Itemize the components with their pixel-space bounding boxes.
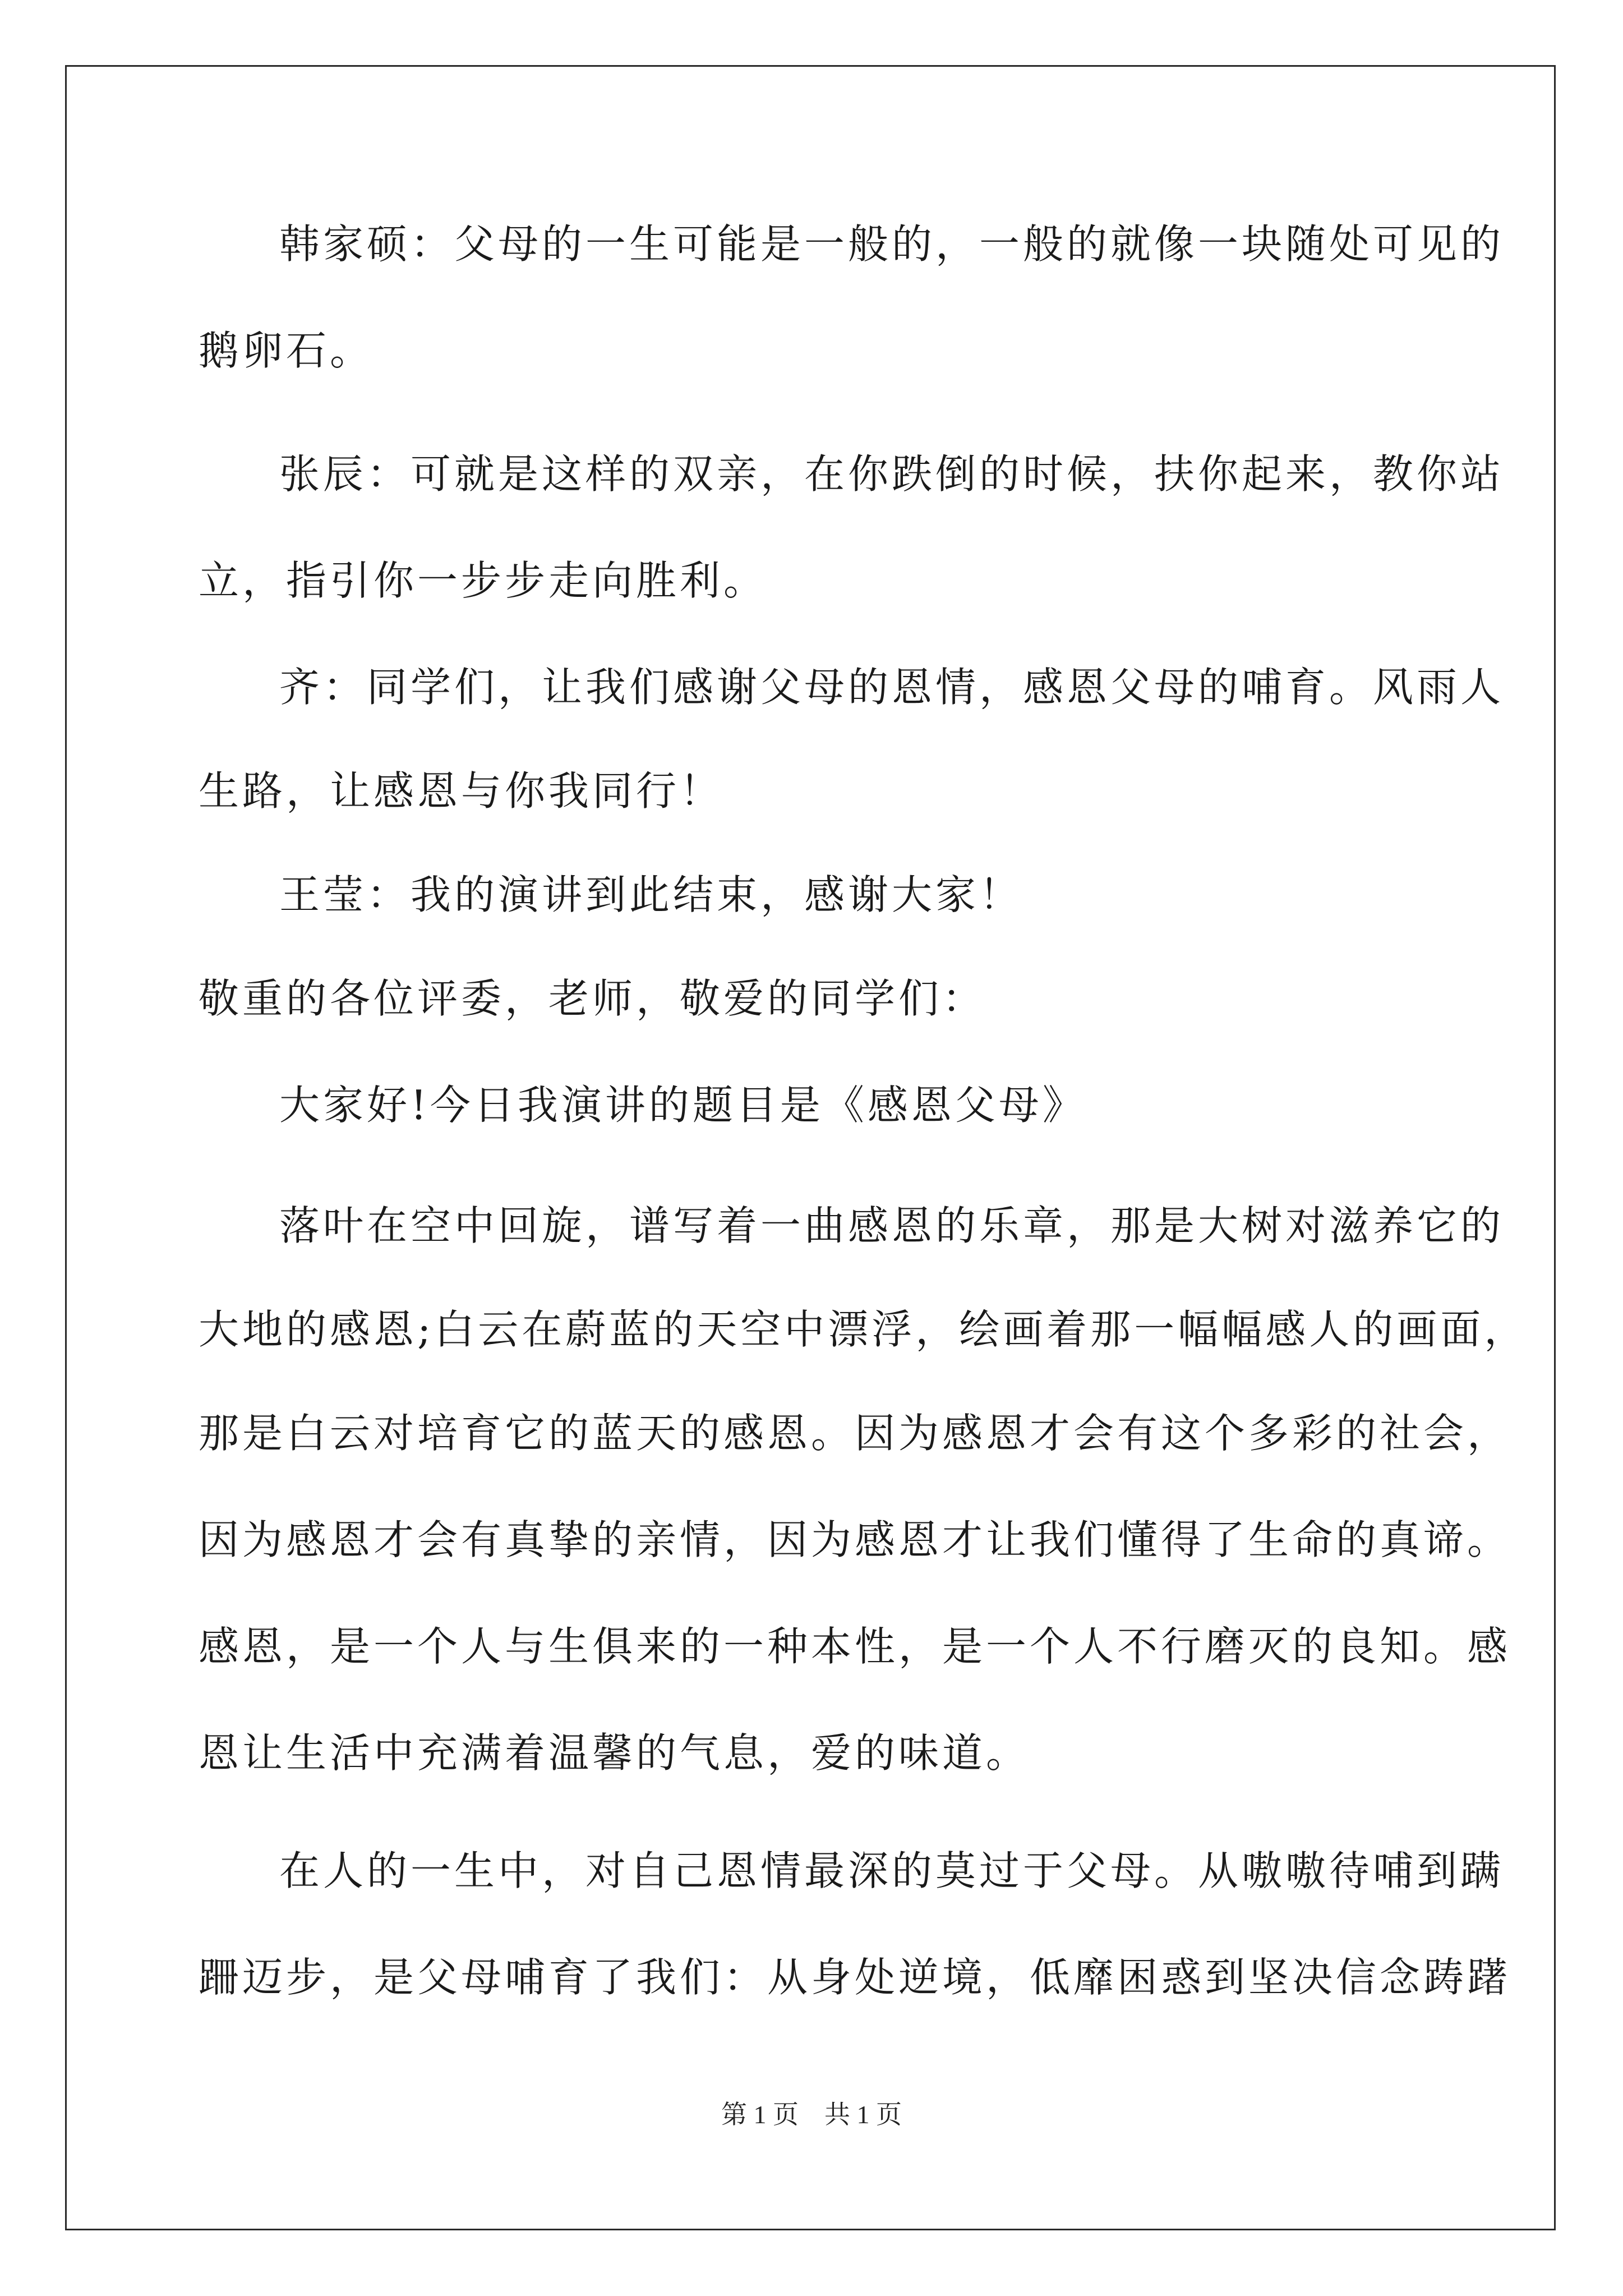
text-line: 落叶在空中回旋，谱写着一曲感恩的乐章，那是大树对滋养它的 [279,1202,1505,1249]
text-line: 在人的一生中，对自己恩情最深的莫过于父母。从嗷嗷待哺到蹒 [279,1847,1505,1894]
text-line: 王莹：我的演讲到此结束，感谢大家！ [279,871,1023,918]
text-line: 鹅卵石。 [199,327,374,374]
text-line: 张辰：可就是这样的双亲，在你跌倒的时候，扶你起来，教你站 [279,450,1505,498]
text-line: 韩家硕：父母的一生可能是一般的，一般的就像一块随处可见的 [279,220,1505,268]
text-line: 生路，让感恩与你我同行！ [199,767,724,815]
text-line: 大家好!今日我演讲的题目是《感恩父母》 [279,1082,1086,1129]
text-line: 敬重的各位评委，老师，敬爱的同学们： [199,975,986,1022]
text-line: 那是白云对培育它的蓝天的感恩。因为感恩才会有这个多彩的社会， [199,1410,1511,1457]
page-number-footer: 第 1 页 共 1 页 [721,2100,902,2129]
text-line: 感恩，是一个人与生俱来的一种本性，是一个人不行磨灭的良知。感 [199,1623,1511,1670]
text-line: 恩让生活中充满着温馨的气息，爱的味道。 [199,1729,1030,1777]
text-line: 大地的感恩;白云在蔚蓝的天空中漂浮，绘画着那一幅幅感人的画面， [199,1306,1528,1353]
page-border [65,65,1556,2230]
text-line: 齐：同学们，让我们感谢父母的恩情，感恩父母的哺育。风雨人 [279,664,1505,711]
text-line: 因为感恩才会有真挚的亲情，因为感恩才让我们懂得了生命的真谛。 [199,1516,1511,1563]
text-line: 跚迈步，是父母哺育了我们：从身处逆境，低靡困惑到坚决信念踌躇 [199,1954,1511,2001]
text-line: 立，指引你一步步走向胜利。 [199,557,768,604]
